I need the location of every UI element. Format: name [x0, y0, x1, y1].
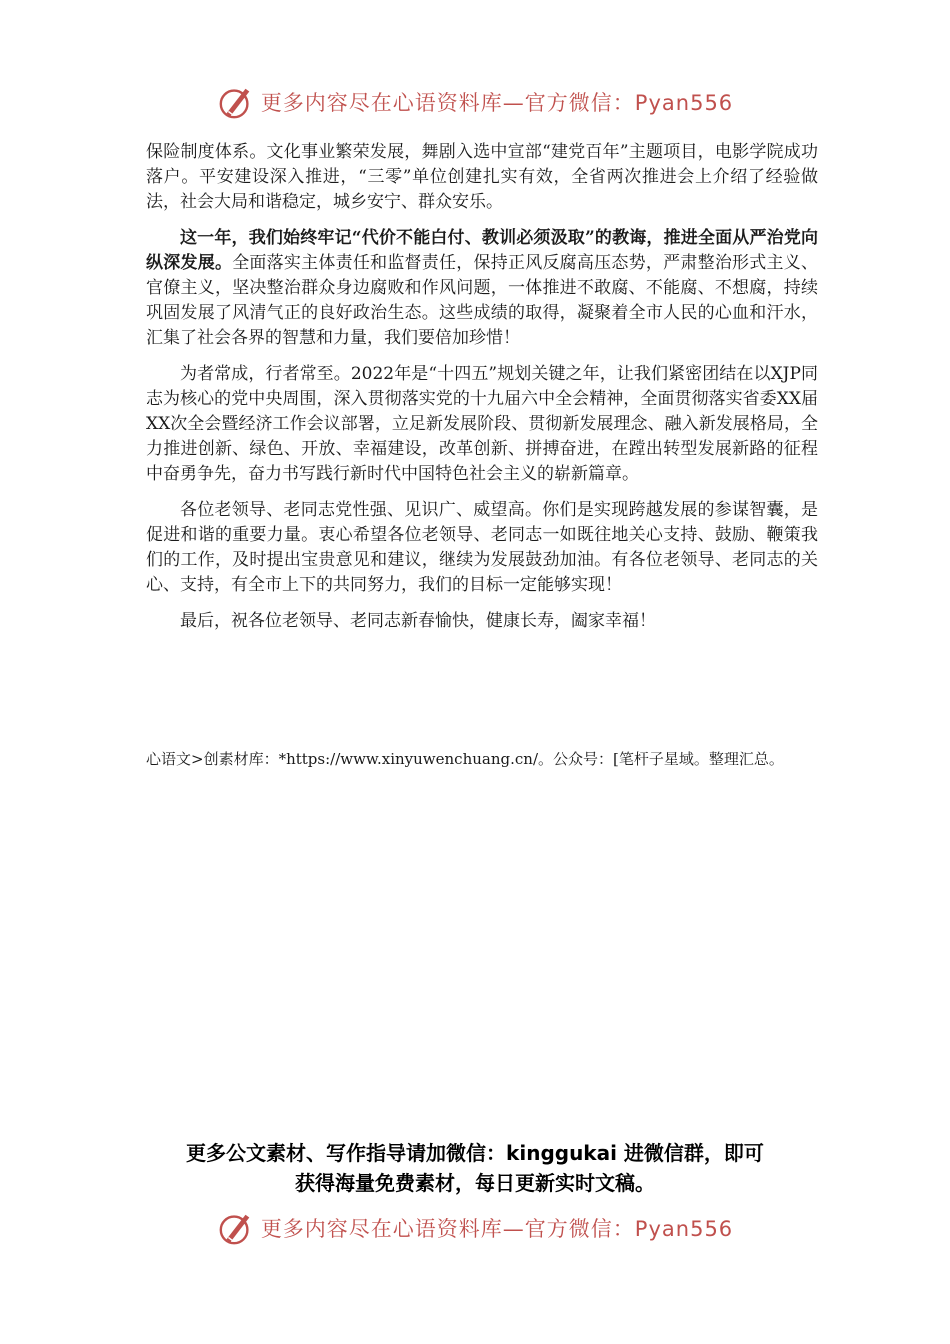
header-banner	[0, 80, 950, 124]
footer-note-line-1: 更多公文素材、写作指导请加微信：kinggukai 进微信群，即可	[186, 1141, 764, 1165]
paragraph-1: 保险制度体系。文化事业繁荣发展，舞剧入选中宣部“建党百年”主题项目，电影学院成功落户。平安建设深入推进，“三零”单位创建扎实有效，全省两次推进会上介绍了经验做法，社会大局和谐稳定，城乡安宁、群众安乐。	[146, 142, 818, 212]
paragraph-2-bold: 这一年，我们始终牢记“代价不能白付、教训必须汲取”的教诲，推进全面从严治党向纵深发展。	[146, 228, 818, 273]
document-body	[146, 140, 818, 645]
footer-note-line-2: 获得海量免费素材，每日更新实时文稿。	[295, 1171, 655, 1195]
paragraph-4: 各位老领导、老同志党性强、见识广、威望高。你们是实现跨越发展的参谋智囊，是促进和谐的重要力量。衷心希望各位老领导、老同志一如既往地关心支持、鼓励、鞭策我们的工作，及时提出宝贵意见和建议，继续为发展鼓劲加油。有各位老领导、老同志的关心、支持，有全市上下的共同努力，我们的目标一定能够实现！	[146, 500, 818, 595]
pen-in-circle-icon	[217, 83, 255, 121]
footer-banner	[0, 1206, 950, 1250]
footer-banner-text: 更多内容尽在心语资料库—官方微信：Pyan556	[260, 1217, 734, 1241]
footer-note	[100, 1138, 850, 1198]
pen-in-circle-icon	[217, 1209, 255, 1247]
paragraph-2-rest: 全面落实主体责任和监督责任，保持正风反腐高压态势，严肃整治形式主义、官僚主义，坚决整治群众身边腐败和作风问题，一体推进不敢腐、不能腐、不想腐，持续巩固发展了风清气正的良好政治生态。这些成绩的取得，凝聚着全市人民的心血和汗水，汇集了社会各界的智慧和力量，我们要倍加珍惜！	[146, 253, 819, 348]
paragraph-2	[146, 226, 818, 351]
paragraph-3: 为者常成，行者常至。2022年是“十四五”规划关键之年，让我们紧密团结在以XJP同志为核心的党中央周围，深入贯彻落实党的十九届六中全会精神，全面贯彻落实省委XX届XX次全会暨经济工作会议部署，立足新发展阶段、贯彻新发展理念、融入新发展格局，全力推进创新、绿色、开放、幸福建设，改革创新、拼搏奋进，在蹚出转型发展新路的征程中奋勇争先，奋力书写践行新时代中国特色社会主义的崭新篇章。	[146, 364, 818, 484]
source-line: 心语文>创素材库：*https://www.xinyuwenchuang.cn/。公众号：[笔杆子星域。整理汇总。	[146, 750, 784, 768]
header-banner-text: 更多内容尽在心语资料库—官方微信：Pyan556	[260, 91, 734, 115]
paragraph-5: 最后，祝各位老领导、老同志新春愉快，健康长寿，阖家幸福！	[180, 611, 656, 631]
